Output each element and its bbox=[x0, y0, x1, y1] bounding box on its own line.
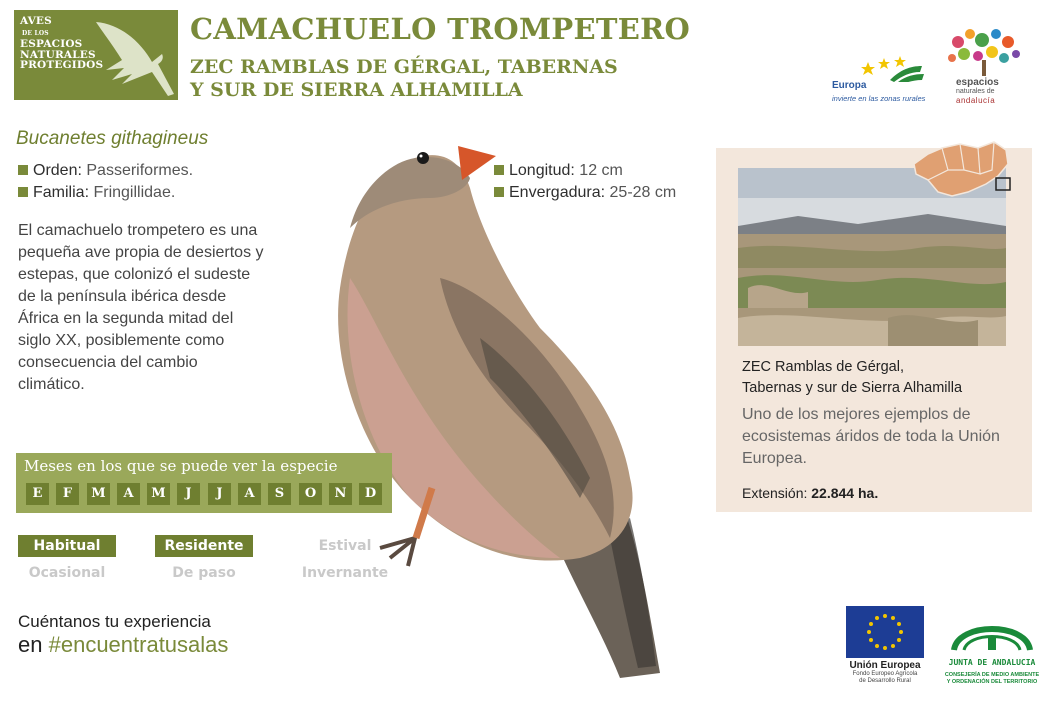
eagle-icon bbox=[92, 14, 176, 100]
badge-text bbox=[20, 16, 103, 71]
hashtag-line bbox=[18, 632, 228, 658]
site-description: Uno de los mejores ejemplos de ecosistemas áridos de toda la Unión Europea. bbox=[742, 406, 1000, 467]
junta-andalucia-logo bbox=[944, 606, 1040, 696]
eu-subtitle: de Desarrollo Rural bbox=[859, 678, 911, 684]
site-title bbox=[742, 357, 1022, 399]
badge-line: NATURALES bbox=[20, 48, 96, 61]
month-cell: D bbox=[359, 483, 382, 505]
month-cell: S bbox=[268, 483, 291, 505]
badge-line: ESPACIOS bbox=[20, 38, 83, 50]
fact-value: Passeriformes. bbox=[86, 162, 194, 179]
bullet-square-icon bbox=[18, 165, 28, 175]
europa-subtitle: invierte en las zonas rurales bbox=[832, 94, 926, 103]
espacios-line2: naturales de bbox=[956, 88, 995, 95]
eu-flag-icon bbox=[846, 606, 924, 658]
junta-subtitle bbox=[944, 672, 1040, 686]
eu-caption bbox=[838, 660, 932, 685]
bird-illustration bbox=[320, 118, 720, 688]
month-cell: M bbox=[87, 483, 110, 505]
month-cell: A bbox=[238, 483, 261, 505]
europa-logo bbox=[828, 52, 932, 106]
experience-prompt: Cuéntanos tu experiencia bbox=[18, 612, 211, 631]
status-invernante: Invernante bbox=[301, 565, 389, 581]
andalucia-map-icon bbox=[908, 140, 1018, 204]
hashtag-link[interactable]: #encuentratusalas bbox=[48, 632, 229, 657]
fact-label: Familia: bbox=[33, 184, 90, 201]
extension-label: Extensión: bbox=[742, 485, 808, 501]
park-logo-badge bbox=[14, 10, 178, 100]
bullet-square-icon bbox=[18, 187, 28, 197]
status-habitual: Habitual bbox=[18, 535, 116, 557]
site-title-line: Tabernas y sur de Sierra Alhamilla bbox=[742, 380, 963, 396]
junta-title: JUNTA DE ANDALUCIA bbox=[948, 658, 1036, 667]
espacios-line3: andalucía bbox=[956, 96, 996, 105]
status-residente: Residente bbox=[155, 535, 253, 557]
month-cell: N bbox=[329, 483, 352, 505]
month-cell: J bbox=[208, 483, 231, 505]
espacios-line1: espacios bbox=[956, 77, 999, 88]
month-cell: J bbox=[177, 483, 200, 505]
europa-label: Europa bbox=[832, 80, 867, 91]
month-cell: O bbox=[299, 483, 322, 505]
eu-subtitle: Fondo Europeo Agrícola bbox=[852, 671, 918, 677]
espacios-naturales-logo bbox=[938, 26, 1030, 106]
subtitle-line: Y SUR DE SIERRA ALHAMILLA bbox=[190, 79, 523, 101]
fact-familia bbox=[18, 184, 175, 202]
hashtag-prefix: en bbox=[18, 632, 43, 657]
status-de-paso: De paso bbox=[172, 565, 236, 581]
badge-line: AVES bbox=[20, 15, 52, 27]
fact-label: Longitud: bbox=[509, 162, 575, 179]
month-cell: M bbox=[147, 483, 170, 505]
page-subtitle bbox=[190, 56, 618, 102]
fact-orden bbox=[18, 162, 193, 180]
junta-subtitle-line: CONSEJERÍA DE MEDIO AMBIENTE bbox=[944, 672, 1040, 678]
fact-label: Orden: bbox=[33, 162, 82, 179]
months-title: Meses en los que se puede ver la especie bbox=[24, 457, 338, 475]
species-description: El camachuelo trompetero es una pequeña ave propia de desiertos y estepas, que colonizó el sudeste de la península ibérica desde África en la segunda mitad del siglo XX, posiblemente como consecuencia del cambio climático. bbox=[18, 222, 264, 393]
fact-value: 12 cm bbox=[579, 162, 623, 179]
months-panel bbox=[16, 453, 392, 513]
status-estival: Estival bbox=[318, 538, 372, 554]
fact-value: 25-28 cm bbox=[609, 184, 677, 201]
page-title: CAMACHUELO TROMPETERO bbox=[190, 12, 691, 46]
month-cell: A bbox=[117, 483, 140, 505]
eu-title: Unión Europea bbox=[849, 660, 921, 671]
month-cell: E bbox=[26, 483, 49, 505]
scientific-name: Bucanetes githagineus bbox=[16, 128, 209, 149]
fact-value: Fringillidae. bbox=[93, 184, 176, 201]
espacios-tree-icon bbox=[938, 26, 1030, 78]
site-extension bbox=[742, 485, 878, 501]
fact-label: Envergadura: bbox=[509, 184, 606, 201]
month-cell: F bbox=[56, 483, 79, 505]
status-ocasional: Ocasional bbox=[28, 565, 106, 581]
subtitle-line: ZEC RAMBLAS DE GÉRGAL, TABERNAS bbox=[190, 56, 618, 78]
site-title-line: ZEC Ramblas de Gérgal, bbox=[742, 359, 904, 375]
junta-arch-icon bbox=[944, 606, 1040, 656]
badge-small: DE LOS bbox=[22, 29, 49, 37]
europa-stars-icon bbox=[828, 52, 932, 82]
junta-subtitle-line: Y ORDENACIÓN DEL TERRITORIO bbox=[946, 679, 1038, 685]
badge-line: PROTEGIDOS bbox=[20, 59, 104, 71]
extension-value: 22.844 ha. bbox=[811, 485, 879, 501]
